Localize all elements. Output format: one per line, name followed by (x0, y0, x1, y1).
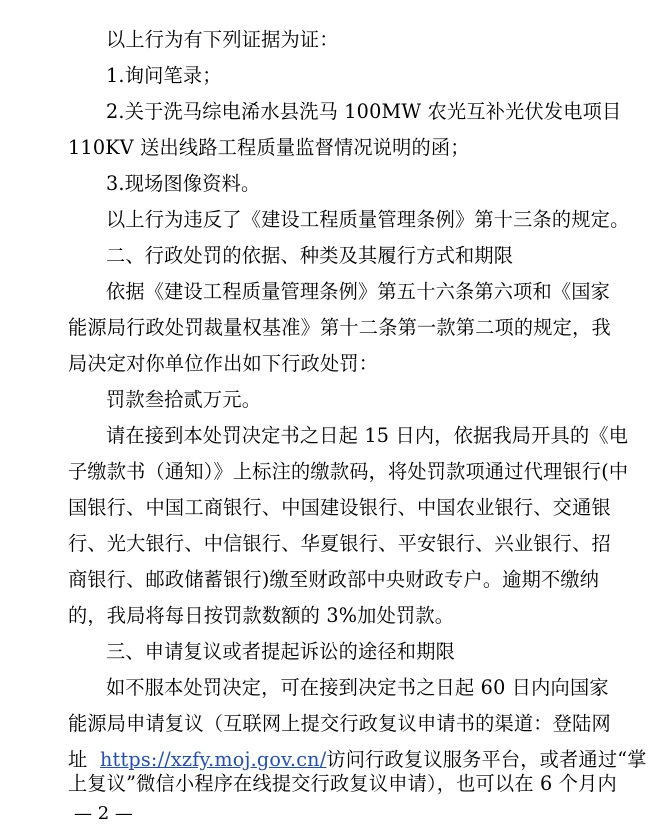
text-line-10: 局决定对你单位作出如下行政处罚： (68, 352, 379, 375)
text-line-21-prefix: 址 (68, 748, 88, 771)
text-line-15: 行、光大银行、中信银行、华夏银行、平安银行、兴业银行、招 (68, 532, 611, 555)
text-line-5: 3.现场图像资料。 (106, 172, 261, 195)
text-line-12: 请在接到本处罚决定书之日起 15 日内，依据我局开具的《电 (106, 424, 629, 447)
text-line-16: 商银行、邮政储蓄银行)缴至财政部中央财政专户。逾期不缴纳 (68, 568, 600, 591)
section-heading-2: 二、行政处罚的依据、种类及其履行方式和期限 (106, 244, 514, 267)
text-line-21 (68, 749, 647, 771)
text-line-17: 的，我局将每日按罚款数额的 3%加处罚款。 (68, 604, 455, 627)
text-line-6: 以上行为违反了《建设工程质量管理条例》第十三条的规定。 (106, 208, 630, 231)
text-line-2: 1.询问笔录； (106, 64, 222, 87)
text-line-22: 上复议”微信小程序在线提交行政复议申请），也可以在 6 个月内 (68, 772, 617, 795)
page-number: — 2 — (74, 803, 133, 824)
text-line-3: 2.关于洗马综电浠水县洗马 100MW 农光互补光伏发电项目 (106, 100, 622, 123)
text-line-4: 110KV 送出线路工程质量监督情况说明的函； (68, 136, 470, 159)
text-line-21-suffix: 访问行政复议服务平台，或者通过“掌 (326, 748, 647, 771)
text-line-1: 以上行为有下列证据为证： (106, 28, 339, 51)
text-line-11: 罚款叁拾贰万元。 (106, 388, 262, 411)
review-website-link[interactable]: https://xzfy.moj.gov.cn/ (100, 748, 327, 771)
text-line-19: 如不服本处罚决定，可在接到决定书之日起 60 日内向国家 (106, 676, 609, 699)
text-line-20: 能源局申请复议（互联网上提交行政复议申请书的渠道：登陆网 (68, 712, 611, 735)
text-line-9: 能源局行政处罚裁量权基准》第十二条第一款第二项的规定，我 (68, 316, 611, 339)
section-heading-3: 三、申请复议或者提起诉讼的途径和期限 (106, 640, 455, 663)
text-line-14: 国银行、中国工商银行、中国建设银行、中国农业银行、交通银 (68, 496, 611, 519)
text-line-8: 依据《建设工程质量管理条例》第五十六条第六项和《国家 (106, 280, 611, 303)
text-line-13: 子缴款书（通知）》上标注的缴款码，将处罚款项通过代理银行(中 (68, 460, 629, 483)
